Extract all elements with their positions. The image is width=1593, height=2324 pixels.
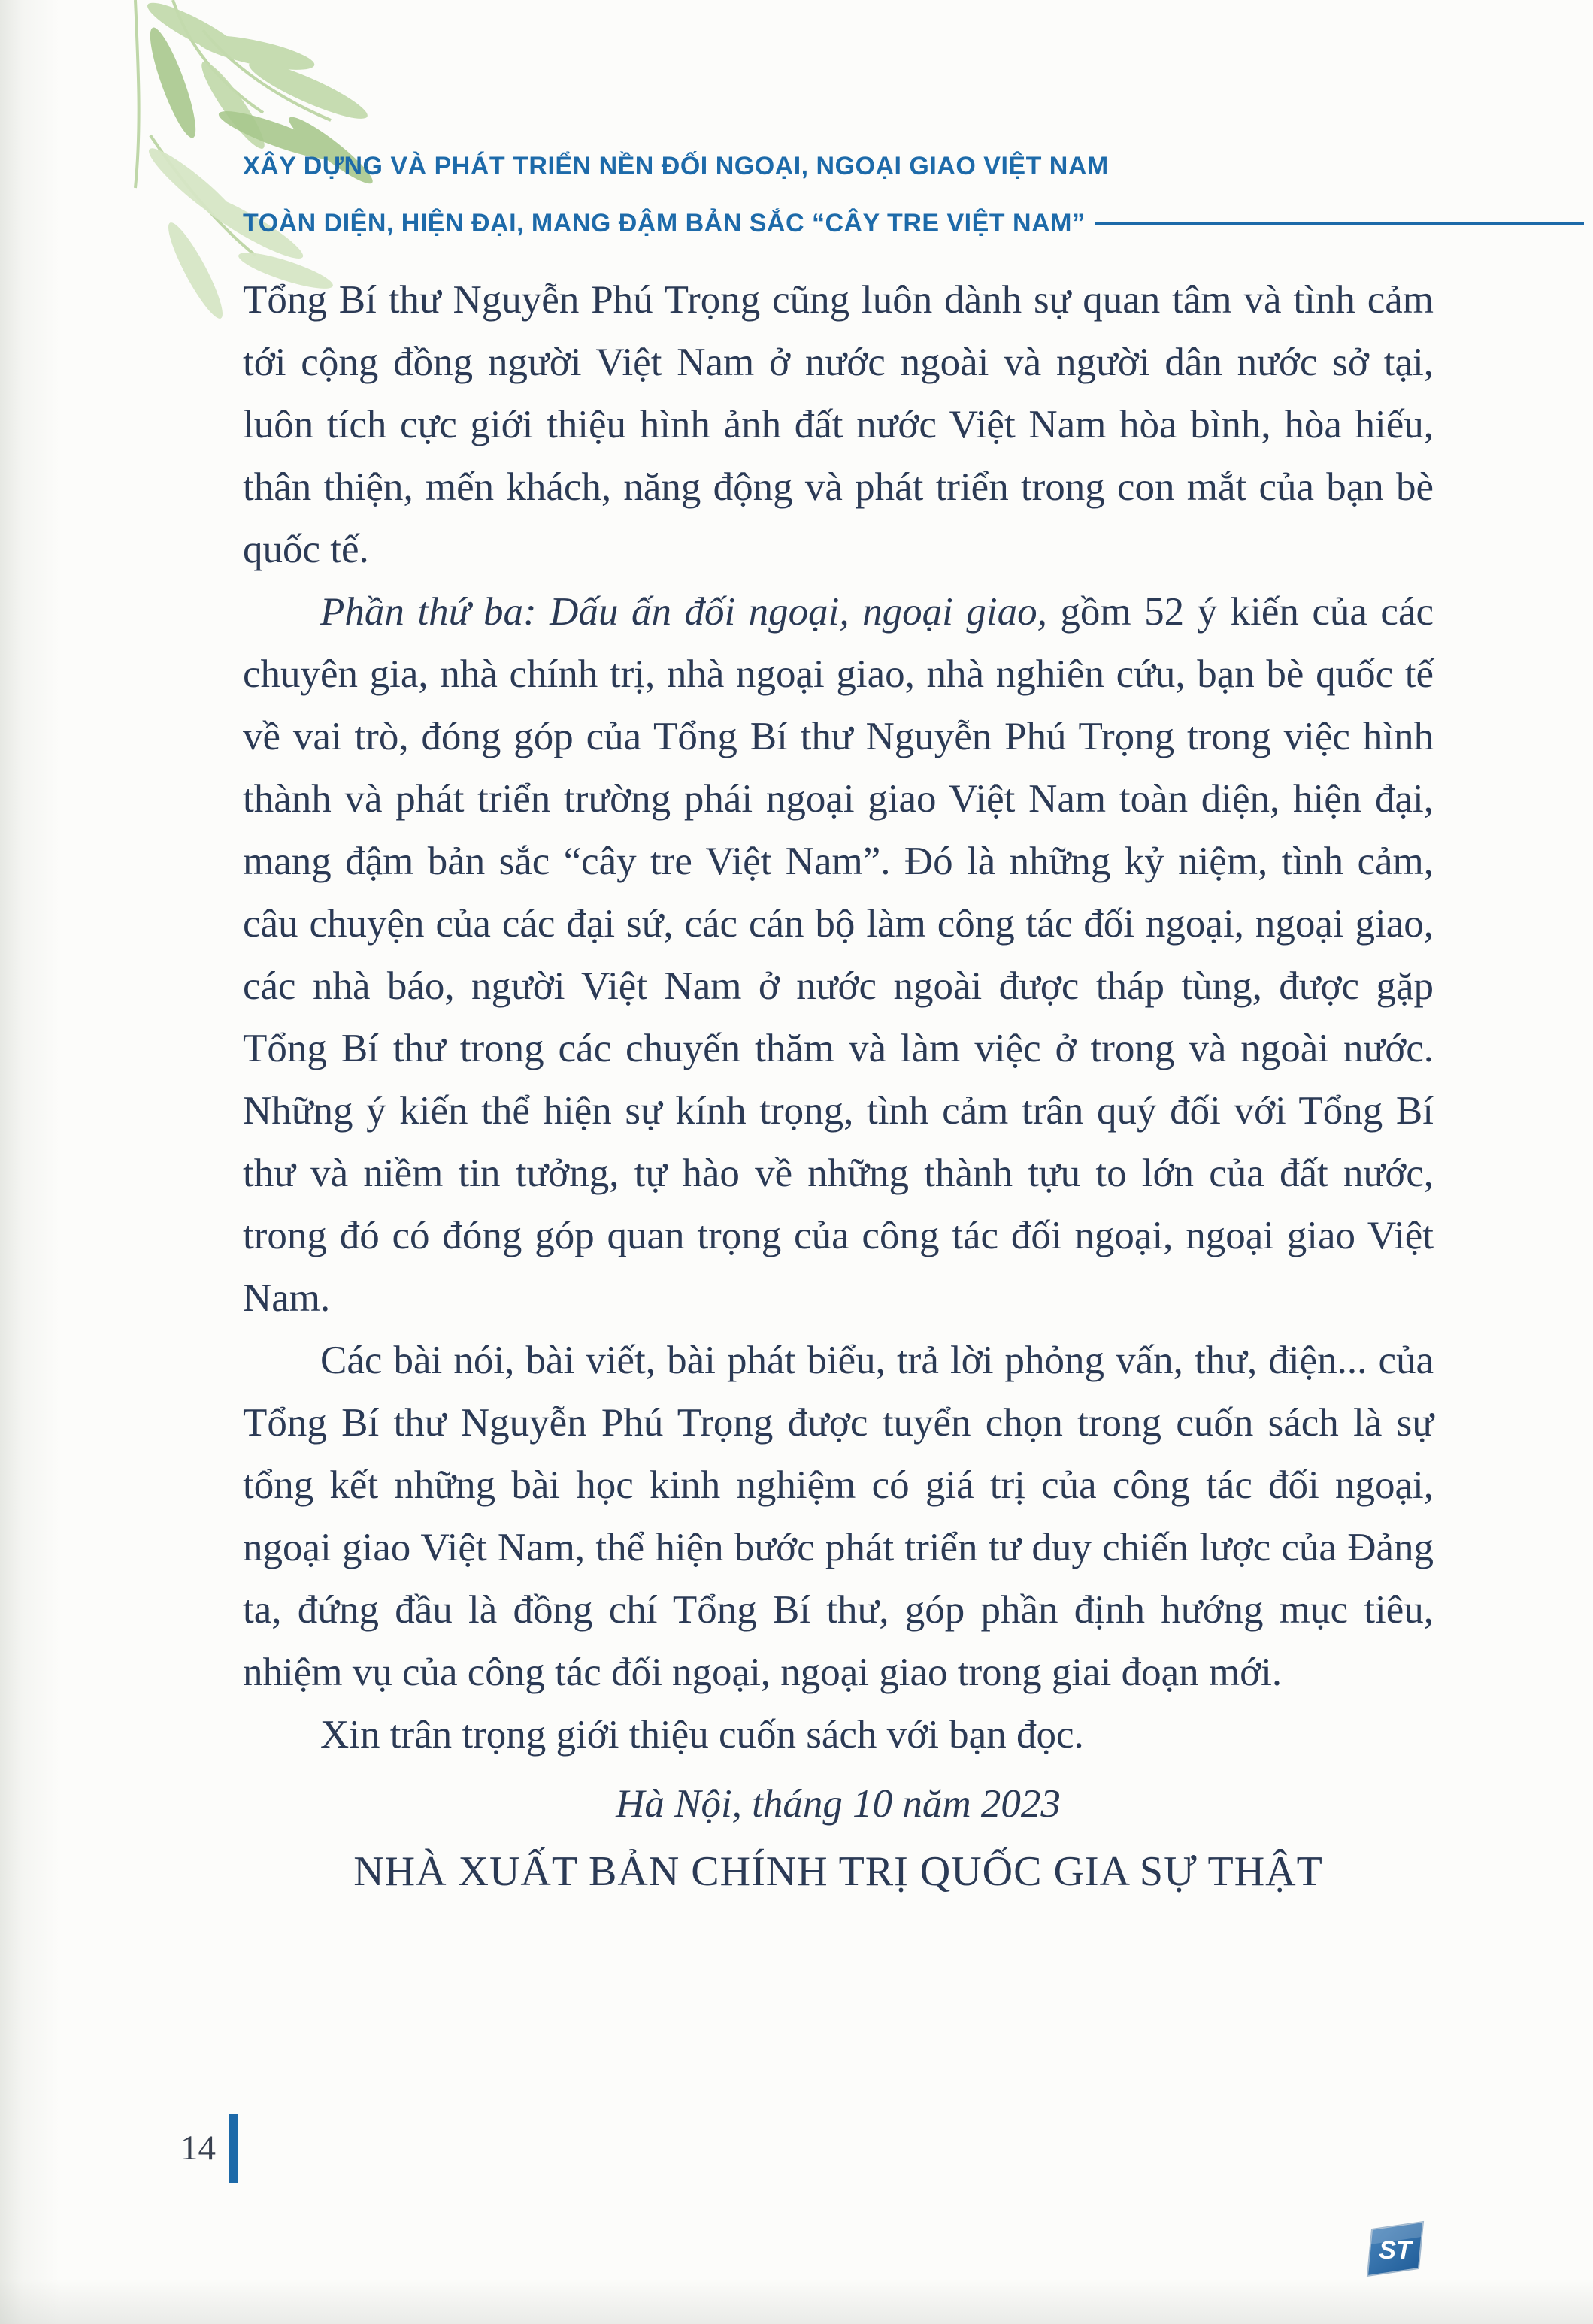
- publisher-logo-text: ST: [1379, 2236, 1412, 2265]
- paragraph-italic-lead: Phần thứ ba: Dấu ấn đối ngoại, ngoại giao,: [320, 590, 1047, 634]
- body-paragraph: [243, 269, 1434, 581]
- page-number-bar: [229, 2114, 238, 2183]
- running-head: [243, 138, 1584, 252]
- paragraph-text: gồm 52 ý kiến của các chuyên gia, nhà chính trị, nhà ngoại giao, nhà nghiên cứu, bạn bè quốc tế về vai trò, đóng góp của Tổng Bí thư Nguyễn Phú Trọng trong việc hình thành và phát triển trường phái ngoại giao Việt Nam toàn diện, hiện đại, mang đậm bản sắc “cây tre Việt Nam”. Đó là những kỷ niệm, tình cảm, câu chuyện của các đại sứ, các cán bộ làm công tác đối ngoại, ngoại giao, các nhà báo, người Việt Nam ở nước ngoài được tháp tùng, được gặp Tổng Bí thư trong các chuyến thăm và làm việc ở trong và ngoài nước. Những ý kiến thể hiện sự kính trọng, tình cảm trân quý đối với Tổng Bí thư và niềm tin tưởng, tự hào về những thành tựu to lớn của đất nước, trong đó có đóng góp quan trọng của công tác đối ngoại, ngoại giao Việt Nam.: [243, 590, 1434, 1320]
- paragraph-text: Các bài nói, bài viết, bài phát biểu, trả lời phỏng vấn, thư, điện... của Tổng Bí thư Nguyễn Phú Trọng được tuyển chọn trong cuốn sách là sự tổng kết những bài học kinh nghiệm có giá trị của công tác đối ngoại, ngoại giao Việt Nam, thể hiện bước phát triển tư duy chiến lược của Đảng ta, đứng đầu là đồng chí Tổng Bí thư, góp phần định hướng mục tiêu, nhiệm vụ của công tác đối ngoại, ngoại giao trong giai đoạn mới.: [243, 1339, 1434, 1694]
- header-rule: [1095, 222, 1584, 225]
- body-paragraph: [243, 1704, 1434, 1766]
- running-head-line1: XÂY DỰNG VÀ PHÁT TRIỂN NỀN ĐỐI NGOẠI, NGOẠI GIAO VIỆT NAM: [243, 152, 1109, 180]
- page-number: 14: [180, 2129, 216, 2168]
- paragraph-text: Tổng Bí thư Nguyễn Phú Trọng cũng luôn dành sự quan tâm và tình cảm tới cộng đồng người Việt Nam ở nước ngoài và người dân nước sở tại, luôn tích cực giới thiệu hình ảnh đất nước Việt Nam hòa bình, hòa hiếu, thân thiện, mến khách, năng động và phát triển trong con mắt của bạn bè quốc tế.: [243, 278, 1434, 571]
- body-paragraph: [243, 581, 1434, 1330]
- paragraph-text: Xin trân trọng giới thiệu cuốn sách với bạn đọc.: [320, 1713, 1084, 1757]
- signoff-publisher: NHÀ XUẤT BẢN CHÍNH TRỊ QUỐC GIA SỰ THẬT: [353, 1848, 1323, 1895]
- signoff-block: [243, 1771, 1434, 1906]
- publisher-logo: [1363, 2219, 1428, 2280]
- body-text-block: [243, 269, 1434, 1906]
- signoff-date: Hà Nội, tháng 10 năm 2023: [616, 1782, 1061, 1826]
- page-number-block: [180, 2114, 238, 2183]
- running-head-line2: TOÀN DIỆN, HIỆN ĐẠI, MANG ĐẬM BẢN SẮC “CÂY TRE VIỆT NAM”: [243, 209, 1086, 238]
- body-paragraph: [243, 1330, 1434, 1704]
- publisher-logo-icon: [1363, 2219, 1428, 2280]
